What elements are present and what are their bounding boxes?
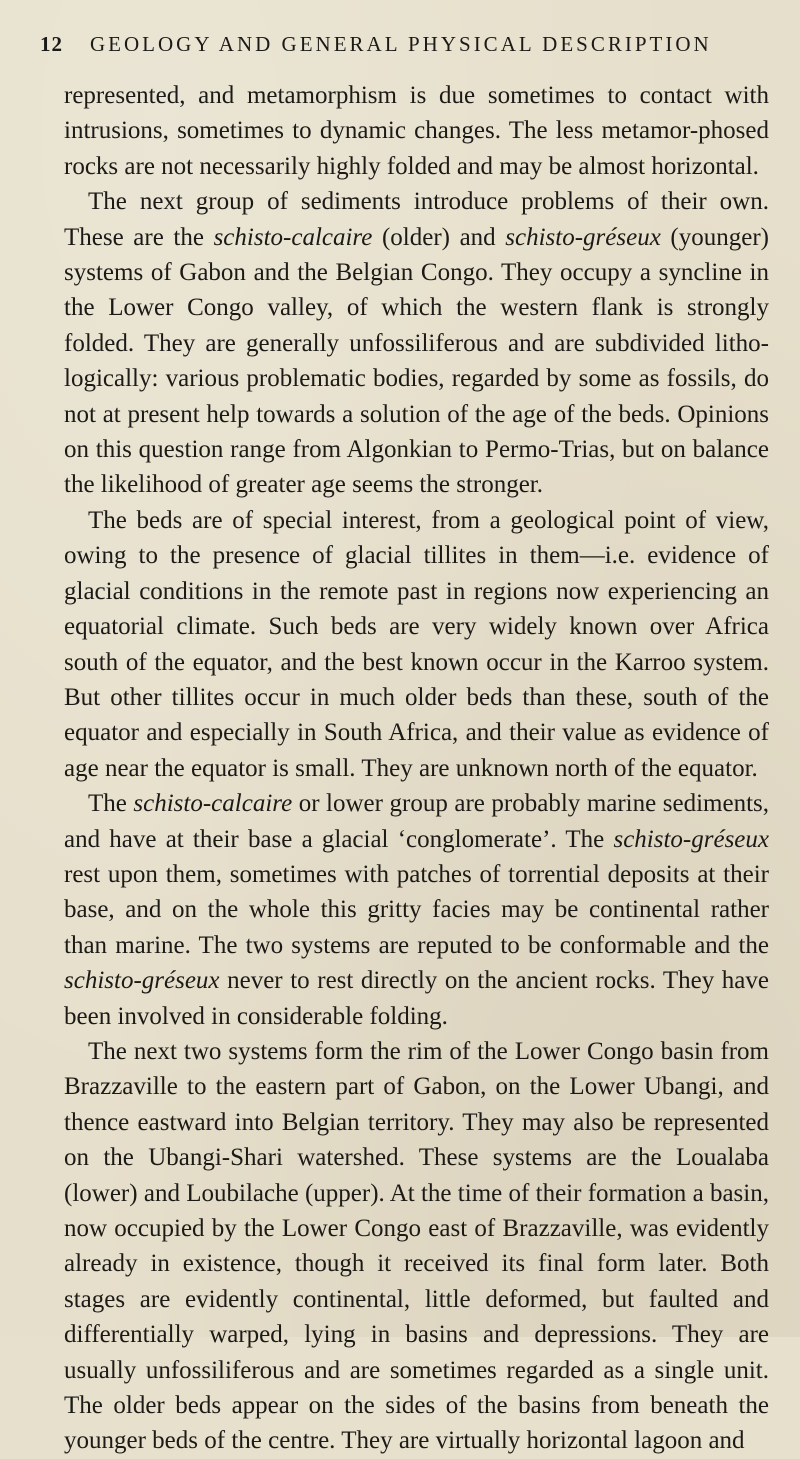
running-title: GEOLOGY AND GENERAL PHYSICAL DESCRIPTION (90, 32, 712, 56)
paragraph: The next two systems form the rim of the Lower Congo basin from Brazzaville to the eastern part of Gabon, on the Lower Ubangi, and thence eastward into Belgian territory. They may also be represented on the Ubangi-Shari watershed. These systems are the Loualaba (lower) and Loubilache (upper). At the time of their formation a basin, now occupied by the Lower Congo east of Brazzaville, was evidently already in existence, though it received its final form later. Both stages are evidently continental, little deformed, but faulted and differentially warped, lying in basins and depressions. They are usually unfossiliferous and are sometimes regarded as a single unit. The older beds appear on the sides of the basins from beneath the younger beds of the centre. They are virtually horizontal lagoon and (64, 1037, 769, 1455)
term-italic: schisto-gréseux (64, 967, 220, 995)
term-italic: schisto-calcaire (133, 790, 293, 818)
running-head (40, 26, 780, 60)
paragraph: represented, and metamorphism is due sometimes to contact with intrusions, sometimes to dynamic changes. The less metamor-phosed rocks are not necessarily highly folded and may be almost horizontal. (64, 82, 769, 180)
page-number: 12 (40, 32, 63, 56)
paragraph: The next group of sediments introduce problems of their own. These are the schisto-calcaire (older) and schisto-gréseux (younger) systems of Gabon and the Belgian Congo. They occupy a syncline in the Lower Congo valley, of which the western flank is strongly folded. They are generally unfossiliferous and are subdivided litho-logically: various problematic bodies, regarded by some as fossils, do not at present help towards a solution of the age of the beds. Opinions on this question range from Algonkian to Permo-Trias, but on balance the likelihood of greater age seems the stronger. (64, 188, 769, 499)
body-text (64, 78, 769, 1459)
paragraph: The schisto-calcaire or lower group are probably marine sediments, and have at their base a glacial ‘conglomerate’. The schisto-gréseux rest upon them, sometimes with patches of torrential deposits at their base, and on the whole this gritty facies may be continental rather than marine. The two systems are reputed to be conformable and the schisto-gréseux never to rest directly on the ancient rocks. They have been involved in considerable folding. (64, 790, 769, 1030)
paragraph: The beds are of special interest, from a geological point of view, owing to the presence of glacial tillites in them—i.e. evidence of glacial conditions in the remote past in regions now experiencing an equatorial climate. Such beds are very widely known over Africa south of the equator, and the best known occur in the Karroo system. But other tillites occur in much older beds than these, south of the equator and especially in South Africa, and their value as evidence of age near the equator is small. They are unknown north of the equator. (64, 506, 769, 782)
term-italic: schisto-gréseux (613, 825, 769, 853)
term-italic: schisto-gréseux (505, 223, 661, 251)
term-italic: schisto-calcaire (213, 223, 373, 251)
